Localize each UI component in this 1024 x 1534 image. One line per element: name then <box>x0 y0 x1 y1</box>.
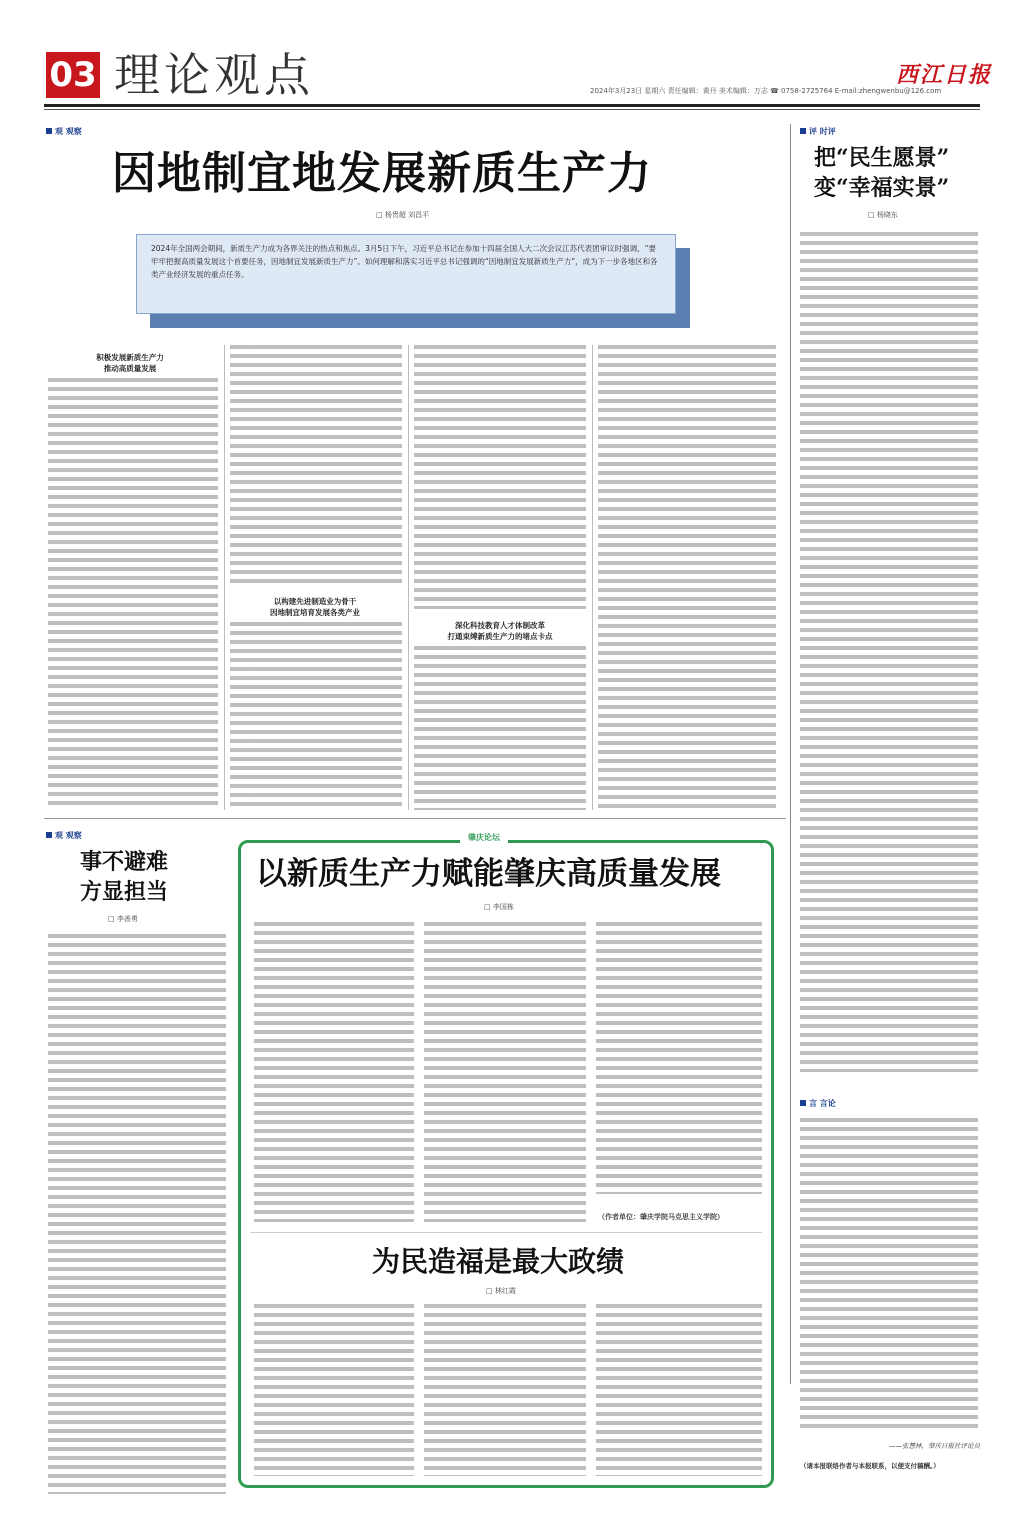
left-article-tag: 观 观察 <box>46 830 82 841</box>
column-divider <box>592 345 593 810</box>
main-subhead-2: 以构建先进制造业为骨干 因地制宜培育发展各类产业 <box>270 597 360 617</box>
section-title: 理论观点 <box>114 48 314 102</box>
main-column-3b <box>414 646 586 810</box>
right-column-divider <box>790 124 791 1384</box>
main-column-2a <box>230 345 402 585</box>
feature-divider <box>250 1232 762 1233</box>
main-column-3a <box>414 345 586 609</box>
bottom-headline: 为民造福是最大政绩 <box>372 1245 625 1278</box>
side-column-footnote: （请本报联络作者与本报联系，以便支付稿酬。） <box>800 1462 940 1470</box>
bottom-column-1 <box>254 1304 414 1476</box>
right-headline-line2: 变“幸福实景” <box>814 175 950 201</box>
masthead-rule-thin <box>44 109 980 110</box>
feature-headline: 以新质生产力赋能肇庆高质量发展 <box>256 856 721 892</box>
side-column-signoff: ——张慧林，肇庆日报社评论员 <box>889 1442 980 1450</box>
right-article-tag: 评 时评 <box>800 126 836 137</box>
feature-author-note: （作者单位：肇庆学院马克思主义学院） <box>598 1213 724 1221</box>
right-headline-line1: 把“民生愿景” <box>814 145 950 171</box>
feature-column-1 <box>254 922 414 1222</box>
lead-box: 2024年全国两会期间，新质生产力成为各界关注的热点和焦点。3月5日下午，习近平总书记在参加十四届全国人大二次会议江苏代表团审议时强调，“要牢牢把握高质量发展这个首要任务，因地制宜发展新质生产力”。如何理解和落实习近平总书记强调的“因地制宜发展新质生产力”，成为下一步各地区和各类产业经济发展的重点任务。 <box>136 234 676 314</box>
feature-column-2 <box>424 922 586 1222</box>
bottom-byline: □ 林红霞 <box>486 1287 516 1295</box>
section-divider <box>44 818 786 819</box>
masthead-rule <box>44 104 980 107</box>
left-headline-line1: 事不避难 <box>80 849 169 875</box>
page-number: 03 <box>46 52 100 98</box>
main-subhead-3: 深化科技教育人才体制改革 打通束缚新质生产力的堵点卡点 <box>447 621 553 641</box>
left-headline-line2: 方显担当 <box>80 879 169 905</box>
date-line: 2024年3月23日 星期六 责任编辑：黄丹 美术编辑：万志 ☎ 0758-2725764 E-mail:zhengwenbu@126.com <box>590 87 942 95</box>
bottom-column-3 <box>596 1304 762 1476</box>
feature-column-3 <box>596 922 762 1194</box>
bottom-column-2 <box>424 1304 586 1476</box>
left-byline: □ 李善勇 <box>108 915 138 923</box>
main-headline: 因地制宜地发展新质生产力 <box>112 148 652 199</box>
feature-frame-tag: 肇庆论坛 <box>460 832 508 843</box>
main-column-2b <box>230 622 402 810</box>
column-divider <box>224 345 225 810</box>
main-byline: □ 杨贵超 刘昌平 <box>376 211 430 219</box>
main-article-tag: 观 观察 <box>46 126 82 137</box>
column-divider <box>408 345 409 810</box>
feature-byline: □ 李国栋 <box>484 903 514 911</box>
newspaper-logo: 西江日报 <box>896 62 993 88</box>
right-article-body <box>800 232 978 1072</box>
main-column-4 <box>598 345 776 810</box>
side-column-tag: 言 言论 <box>800 1098 836 1109</box>
main-subhead-1: 积极发展新质生产力 推动高质量发展 <box>96 353 164 373</box>
side-column-body <box>800 1118 978 1430</box>
main-column-1 <box>48 378 218 810</box>
right-byline: □ 杨晓东 <box>868 211 898 219</box>
left-article-body <box>48 934 226 1494</box>
